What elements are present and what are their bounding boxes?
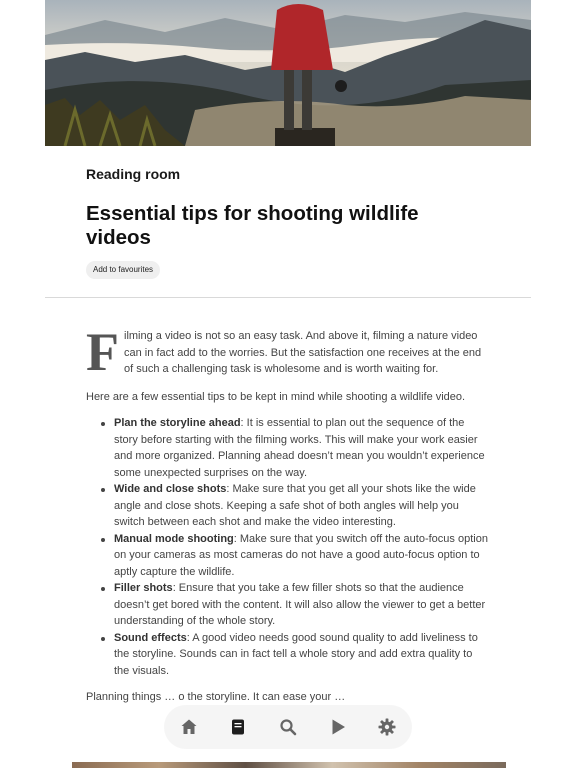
intro-paragraph [86,322,490,382]
home-button[interactable] [173,711,205,743]
tip-text: : It is essential to plan out the sequence of the story before starting with the filming works. This will make your work easier and more organized. Planning ahead doesn’t mean you wouldn’t experience some unexpected surprises on the way. [114,417,485,479]
add-to-favourites-button[interactable]: Add to favourites [86,261,160,279]
play-icon [329,718,347,736]
mountain-landscape-image [45,0,531,146]
hero-image [45,0,531,146]
outro-paragraph: Planning things … o the storyline. It can ease your … [86,691,346,703]
section-label: Reading room [86,166,181,182]
tip-title: Filler shots [114,582,173,594]
drop-cap: F [86,322,119,382]
search-button[interactable] [272,711,304,743]
bottom-toolbar [164,705,412,749]
gear-icon [378,718,396,736]
tip-text: : Ensure that you take a few filler shots so that the audience doesn’t get bored with the content. It will also allow the viewer to get a better understanding of the whole story. [114,582,486,627]
book-icon [229,718,247,736]
tip-title: Sound effects [114,631,187,644]
home-icon [180,718,198,736]
list-item [114,415,490,481]
tip-text: : Make sure that you get all your shots like the wide angle and close shots. Keeping a safe shot of both angles will help you switch between each shot and make the video interesting. [114,483,476,528]
tips-list [86,415,490,679]
play-button[interactable] [322,711,354,743]
list-item [114,481,490,531]
article-title: Essential tips for shooting wildlife videos [86,202,419,249]
list-item [114,531,490,581]
library-button[interactable] [222,711,254,743]
article-body [86,322,490,706]
search-icon [279,718,297,736]
next-article-image [72,762,506,768]
divider [45,297,531,298]
settings-button[interactable] [371,711,403,743]
tip-title: Manual mode shooting [114,532,234,545]
list-item [114,580,490,630]
list-item [114,630,490,680]
tip-title: Wide and close shots [114,483,227,495]
tip-text: : Make sure that you switch off the auto-focus option on your cameras as most cameras do not have a good auto-focus option to aptly capture the wildlife. [114,532,488,578]
tip-text: : A good video needs good sound quality to add liveliness to the storyline. Sounds can in fact tell a whole story and add extra quality to the visuals. [114,631,478,677]
intro-text: ilming a video is not so an easy task. And above it, filming a nature video can in fact add to the worries. But the satisfaction one receives at the end of such a challenging task is wholesome and is worth waiting for. [124,330,482,375]
tips-intro: Here are a few essential tips to be kept in mind while shooting a wildlife video. [86,390,466,403]
tip-title: Plan the storyline ahead [114,417,241,429]
